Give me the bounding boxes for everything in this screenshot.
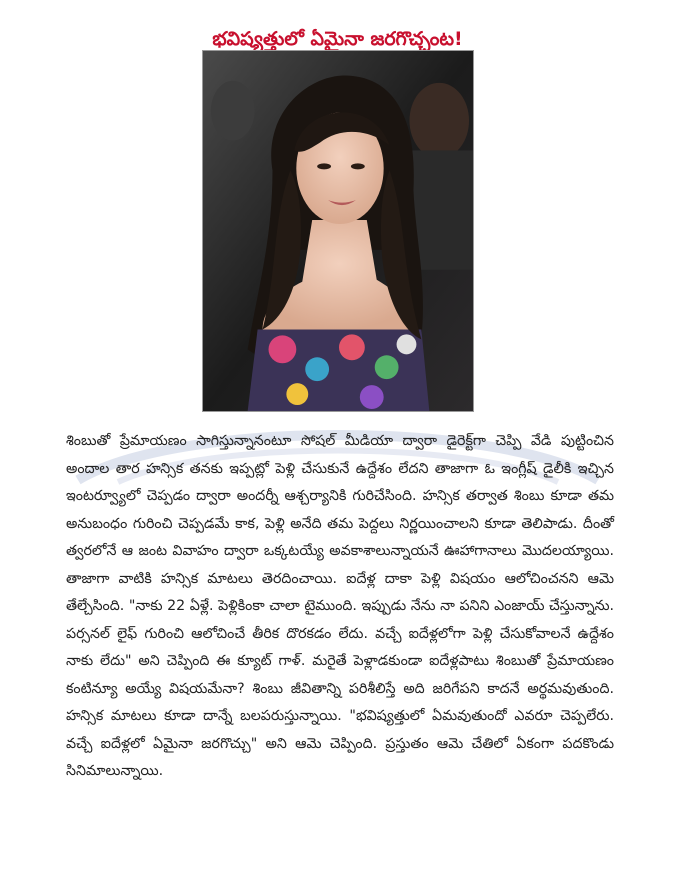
article-photo — [202, 50, 474, 412]
article-body: శింబుతో ప్రేమాయణం సాగిస్తున్నానంటూ సోషల్ మీడియా ద్వారా డైరెక్ట్‌గా చెప్పి వేడి పుట్టించిన అందాల తార హన్సిక తనకు ఇప్పట్లో పెళ్లి చేసుకునే ఉద్దేశం లేదని తాజాగా ఓ ఇంగ్లీష్ డైలీకి ఇచ్చిన ఇంటర్వ్యూలో చెప్పడం ద్వారా అందర్నీ ఆశ్చర్యానికి గురిచేసింది. హన్సిక తర్వాత శింబు కూడా తమ అనుబంధం గురించి చెప్పడమే కాక, పెళ్లి అనేది తమ పెద్దలు నిర్ణయించాలని కూడా తెలిపాడు. దీంతో త్వరలోనే ఆ జంట వివాహం ద్వారా ఒక్కటయ్యే అవకాశాలున్నాయనే ఊహాగానాలు మొదలయ్యాయి. తాజాగా వాటికి హన్సిక మాటలు తెరదించాయి. ఐదేళ్ల దాకా పెళ్లి విషయం ఆలోచించనని ఆమె తేల్చేసింది. "నాకు 22 ఏళ్లే. పెళ్లికింకా చాలా టైముంది. ఇప్పుడు నేను నా పనిని ఎంజాయ్ చేస్తున్నాను. పర్సనల్ లైఫ్ గురించి ఆలోచించే తీరిక దొరకడం లేదు. వచ్చే ఐదేళ్లలోగా పెళ్లి చేసుకోవాలనే ఉద్దేశం నాకు లేదు" అని చెప్పింది ఈ క్యూట్ గాళ్. మరైతే పెళ్లాడకుండా ఐదేళ్లపాటు శింబుతో ప్రేమాయణం కంటిన్యూ అయ్యే విషయమేనా? శింబు జీవితాన్ని పరిశీలిస్తే అది జరిగేపని కాదనే అర్థమవుతుంది. హన్సిక మాటలు కూడా దాన్నే బలపరుస్తున్నాయి. "భవిష్యత్తులో ఏమవుతుందో ఎవరూ చెప్పలేరు. వచ్చే ఐదేళ్లలో ఏమైనా జరగొచ్చు" అని ఆమె చెప్పింది. ప్రస్తుతం ఆమె చేతిలో ఏకంగా పదకొండు సినిమాలున్నాయి. — [66, 433, 614, 779]
article-headline: భవిష్యత్తులో ఏమైనా జరగొచ్చంట! — [212, 27, 463, 50]
portrait-photo-icon — [203, 51, 473, 411]
